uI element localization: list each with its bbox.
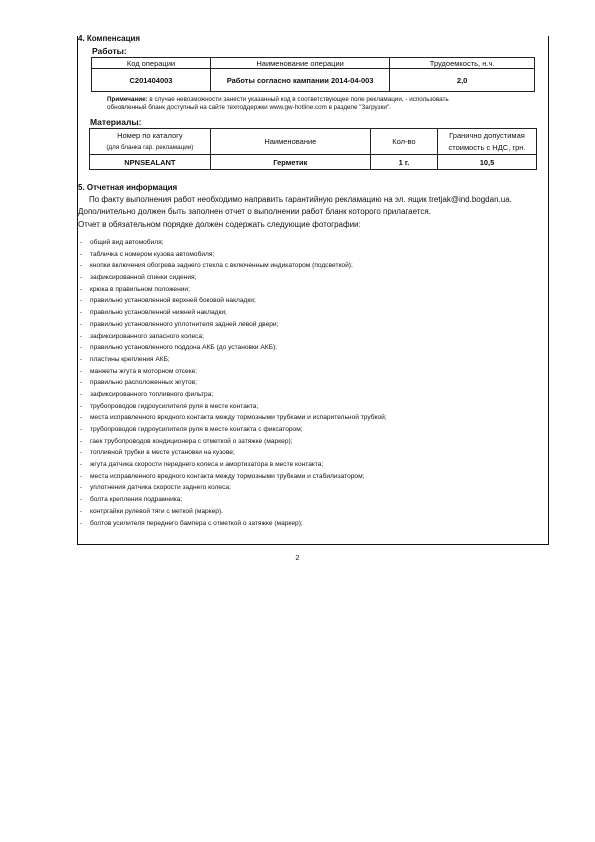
photo-list-item bbox=[80, 459, 387, 471]
photo-item-text: топливной трубки в месте установки на кузове; bbox=[90, 449, 235, 457]
bullet-dash: - bbox=[80, 285, 83, 293]
photo-item-text: места исправленного вредного контакта между тормозными трубками и стабилизатором; bbox=[90, 472, 365, 480]
photo-item-text: зафиксированной спинки сидения; bbox=[90, 274, 197, 282]
materials-header-row bbox=[90, 129, 537, 155]
photo-item-text: гаек трубопроводов кондиционера с отметкой о затяжке (маркер); bbox=[90, 437, 293, 445]
photo-item-text: манжеты жгута в моторном отсеке; bbox=[90, 367, 198, 375]
photo-list-item bbox=[80, 436, 387, 448]
materials-cell-price: 10,5 bbox=[437, 155, 536, 170]
photo-list-item bbox=[80, 401, 387, 413]
bullet-dash: - bbox=[80, 367, 83, 375]
bullet-dash: - bbox=[80, 402, 83, 410]
photo-item-text: правильно установленной верхней боковой накладки; bbox=[90, 297, 256, 305]
photo-list-item bbox=[80, 447, 387, 459]
photo-list-item bbox=[80, 389, 387, 401]
photo-item-text: контргайки рулевой тяги с меткой (маркер). bbox=[90, 507, 224, 515]
catalog-header-line2: (для бланка гар. рекламации) bbox=[106, 143, 194, 151]
works-cell-name: Работы согласно кампании 2014-04-003 bbox=[210, 69, 389, 92]
materials-cell-qty: 1 г. bbox=[370, 155, 437, 170]
photo-list-item bbox=[80, 237, 387, 249]
photo-list-item bbox=[80, 494, 387, 506]
photo-item-text: правильно расположенных жгутов; bbox=[90, 379, 198, 387]
photo-list-item bbox=[80, 377, 387, 389]
photo-list-item bbox=[80, 482, 387, 494]
materials-label: Материалы: bbox=[90, 117, 142, 127]
photo-list-item bbox=[80, 249, 387, 261]
bullet-dash: - bbox=[80, 426, 83, 433]
bullet-dash: - bbox=[80, 332, 83, 340]
photo-item-text: болтов усилителя переднего бампера с отметкой о затяжке (маркер); bbox=[90, 519, 303, 527]
report-para-2: Дополнительно должен быть заполнен отчет о выполнении работ бланк которого прилагается. bbox=[78, 207, 431, 216]
page-number: 2 bbox=[295, 553, 300, 562]
catalog-header-line1: Номер по каталогу bbox=[117, 130, 183, 140]
bullet-dash: - bbox=[80, 484, 83, 492]
photo-item-text: правильно установленной нижней накладки; bbox=[90, 309, 227, 317]
bullet-dash: - bbox=[80, 320, 83, 328]
bullet-dash: - bbox=[80, 297, 83, 305]
bullet-dash: - bbox=[80, 309, 83, 317]
works-label: Работы: bbox=[92, 46, 127, 56]
works-cell-labor: 2,0 bbox=[390, 69, 535, 92]
bullet-dash: - bbox=[80, 390, 83, 398]
photo-list-item bbox=[80, 412, 387, 424]
materials-header-catalog bbox=[90, 129, 211, 155]
works-cell-code: C201404003 bbox=[92, 69, 211, 92]
photo-item-text: правильно установленного поддона АКБ (до установки АКБ); bbox=[90, 344, 278, 352]
price-header-line1: Гранично допустимая bbox=[449, 130, 525, 140]
price-header-line2: стоимость с НДС, грн. bbox=[448, 142, 526, 152]
bullet-dash: - bbox=[80, 344, 83, 352]
photo-item-text: пластины крепления АКБ; bbox=[90, 355, 170, 363]
photo-list-item bbox=[80, 260, 387, 272]
photo-item-text: табличка с номером кузова автомобиля; bbox=[90, 250, 215, 258]
bullet-dash: - bbox=[80, 472, 83, 480]
note-label: Примечание: bbox=[107, 96, 148, 103]
bullet-dash: - bbox=[80, 239, 83, 246]
bullet-dash: - bbox=[80, 461, 83, 469]
bullet-dash: - bbox=[80, 414, 83, 422]
photo-item-text: места исправленного вредного контакта между тормозными трубками и испарительной трубкой; bbox=[90, 414, 387, 422]
photo-item-text: зафиксированного запасного колеса; bbox=[90, 332, 204, 340]
photo-list-item bbox=[80, 319, 387, 331]
photo-item-text: правильно установленного уплотнителя задней левой двери; bbox=[90, 320, 279, 328]
photo-item-text: жгута датчика скорости переднего колеса и амортизатора в месте контакта; bbox=[90, 461, 324, 469]
report-para-3: Отчет в обязательном порядке должен содержать следующие фотографии: bbox=[78, 220, 361, 229]
photo-item-text: зафиксированного топливного фильтра; bbox=[90, 390, 214, 398]
photo-item-text: трубопроводов гидроусилителя руля в месте контакта с фиксатором; bbox=[90, 426, 303, 433]
bullet-dash: - bbox=[80, 379, 83, 387]
photo-list-item bbox=[80, 272, 387, 284]
bullet-dash: - bbox=[80, 274, 83, 282]
photo-list-item bbox=[80, 307, 387, 319]
photo-list-item bbox=[80, 366, 387, 378]
materials-row bbox=[90, 155, 537, 170]
bullet-dash: - bbox=[80, 519, 83, 527]
works-header-labor: Трудоемкость, н.ч. bbox=[390, 58, 535, 69]
bullet-dash: - bbox=[80, 507, 83, 515]
works-row bbox=[92, 69, 535, 92]
photo-list-item bbox=[80, 518, 387, 530]
bullet-dash: - bbox=[80, 355, 83, 363]
section-4-title: 4. Компенсация bbox=[78, 34, 141, 43]
photo-list-item bbox=[80, 295, 387, 307]
bullet-dash: - bbox=[80, 262, 83, 270]
photo-list-item bbox=[80, 284, 387, 296]
photo-item-text: общий вид автомобиля; bbox=[90, 239, 164, 246]
bullet-dash: - bbox=[80, 437, 83, 445]
works-header-code: Код операции bbox=[92, 58, 211, 69]
report-para-1: По факту выполнения работ необходимо направить гарантийную рекламацию на эл. ящик tretjak@ind.bogdan.ua. bbox=[89, 195, 512, 204]
note-line2: обновленный бланк доступный на сайте техподдержки www.gw-hotline.com в разделе "Загрузки". bbox=[107, 104, 391, 111]
note-line1: в случае невозможности занести указанный код в соответствующее поле рекламации, - использовать bbox=[147, 96, 449, 103]
works-header-row bbox=[92, 58, 535, 69]
photo-list-item bbox=[80, 342, 387, 354]
bullet-dash: - bbox=[80, 496, 83, 504]
bullet-dash: - bbox=[80, 250, 83, 258]
photo-list-item bbox=[80, 331, 387, 343]
photo-list bbox=[80, 237, 387, 529]
works-header-name: Наименование операции bbox=[210, 58, 389, 69]
materials-header-price bbox=[437, 129, 536, 155]
photo-list-item bbox=[80, 506, 387, 518]
photo-item-text: кнопки включения обогрева заднего стекла с включенным индикатором (подсветкой); bbox=[90, 262, 353, 270]
bullet-dash: - bbox=[80, 449, 83, 457]
section-5-title: 5. Отчетная информация bbox=[78, 183, 178, 192]
photo-list-item bbox=[80, 354, 387, 366]
works-table bbox=[91, 57, 535, 92]
materials-header-name: Наименование bbox=[210, 129, 370, 155]
materials-cell-name: Герметик bbox=[210, 155, 370, 170]
photo-item-text: болта крепления подрамника; bbox=[90, 496, 183, 504]
materials-table bbox=[89, 128, 537, 170]
photo-list-item bbox=[80, 471, 387, 483]
materials-header-qty: Кол-во bbox=[370, 129, 437, 155]
photo-item-text: трубопроводов гидроусилителя руля в месте контакта; bbox=[90, 402, 259, 410]
photo-item-text: уплотнения датчика скорости заднего колеса; bbox=[90, 484, 231, 492]
photo-item-text: крюка в правильном положении; bbox=[90, 285, 190, 293]
works-note bbox=[107, 96, 449, 112]
materials-cell-catalog: NPNSEALANT bbox=[90, 155, 211, 170]
photo-list-item bbox=[80, 424, 387, 436]
